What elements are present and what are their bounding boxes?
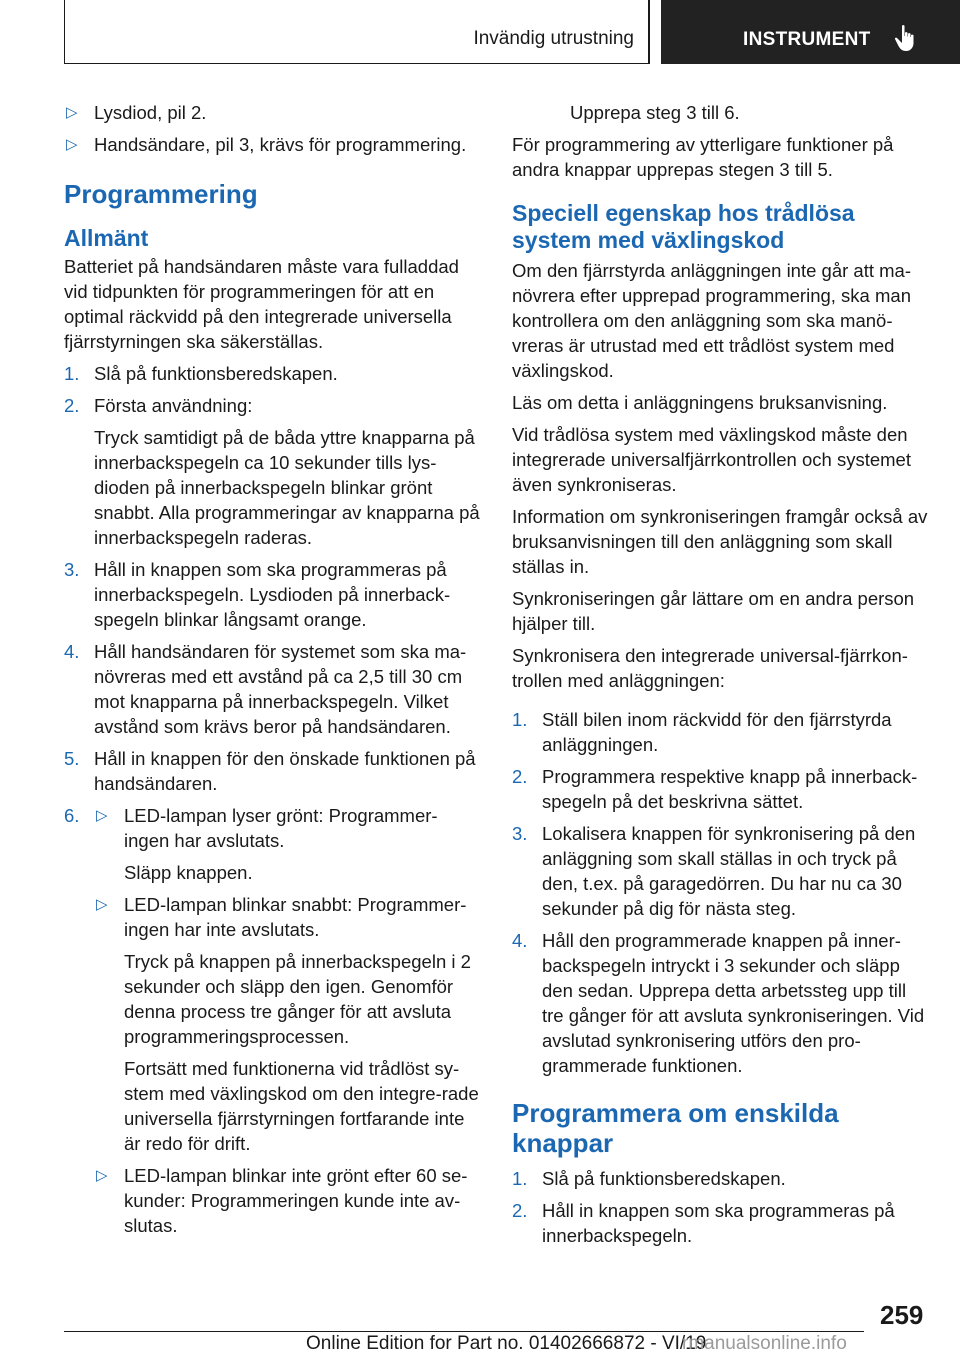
step-item: 1. Slå på funktionsberedskapen.: [64, 363, 338, 384]
hand-pointer-icon: [893, 24, 919, 52]
page-header: [0, 0, 960, 66]
step-number: 1.: [512, 1168, 528, 1189]
paragraph: Synkroniseringen går lättare om en andra person hjälper till.: [512, 588, 915, 634]
step-number: 2.: [64, 395, 80, 416]
step-number: 2.: [512, 766, 528, 787]
chapter-title: Invändig utrustning: [473, 28, 634, 49]
step-number: 3.: [512, 823, 528, 844]
step-number: 5.: [64, 748, 80, 769]
step-item: 3. Håll in knappen som ska programmeras på innerbackspegeln. Lysdioden på innerback‐spegeln blinkar långsamt orange.: [64, 559, 451, 630]
paragraph: Information om synkroniseringen framgår också av bruksanvisningen till den anläggning som skall ställas in.: [512, 506, 928, 577]
section-label: INSTRUMENT: [743, 29, 871, 50]
page-number: 259: [880, 1300, 924, 1330]
triangle-bullet-icon: ▷: [96, 1167, 108, 1184]
footer-rule: [64, 1331, 864, 1332]
step-number: 2.: [512, 1200, 528, 1221]
step-item: 4. Håll handsändaren för systemet som ska ma‐növreras med ett avstånd på ca 2,5 till 30 cm mot knapparna på innerbackspegeln. Vilket avstånd som krävs beror på handsändaren.: [64, 641, 467, 737]
intro-paragraph: Batteriet på handsändaren måste vara fulladdad vid tidpunkten för programmeringen för att en optimal räckvidd på den integrerade universella fjärrstyrningen ska säkerställas.: [64, 256, 459, 352]
paragraph: Vid trådlösa system med växlingskod måste den integrerade universalfjärrkontrollen och systemet även synkroniseras.: [512, 424, 911, 495]
sub-list-item: ▷ LED-lampan lyser grönt: Programmer‐ingen har avslutats. Släpp knappen.: [96, 805, 438, 883]
section-heading: Programmera om enskilda knappar: [512, 1098, 839, 1158]
subsection-heading: Allmänt: [64, 225, 149, 251]
paragraph: Läs om detta i anläggningens bruksanvisning.: [512, 392, 888, 413]
section-heading: Programmering: [64, 179, 258, 209]
list-item: ▷ Lysdiod, pil 2.: [66, 102, 207, 123]
paragraph: Om den fjärrstyrda anläggningen inte går att ma‐növrera efter upprepad programmering, ska man kontrollera om den anläggning som ska manö‐vreras är utrustad med ett trådlöst system med växlingskod.: [512, 260, 911, 381]
step-item: 5. Håll in knappen för den önskade funktionen på handsändaren.: [64, 748, 476, 794]
sub-list-item: ▷ LED-lampan blinkar inte grönt efter 60 se‐kunder: Programmeringen kunde inte av‐slutas.: [96, 1165, 468, 1236]
triangle-bullet-icon: ▷: [96, 896, 108, 913]
step-number: 3.: [64, 559, 80, 580]
repeat-note: Upprepa steg 3 till 6.: [570, 102, 740, 123]
step-item: [64, 803, 480, 1238]
step-item: 4. Håll den programmerade knappen på inner‐backspegeln intryckt i 3 sekunder och släpp den sedan. Upprepa detta arbetssteg upp till tre gånger för att avsluta synkroniseringen. Vid avslutad synkronisering utförs den pro‐grammerade funktionen.: [512, 930, 925, 1076]
header-divider: [648, 0, 650, 64]
step-item: 2. Programmera respektive knapp på innerback‐spegeln på det beskrivna sättet.: [512, 766, 918, 812]
right-column: [512, 100, 930, 1255]
section-tab: [661, 0, 960, 64]
paragraph: Synkronisera den integrerade universal-fjärrkon‐trollen med anläggningen:: [512, 645, 908, 691]
triangle-bullet-icon: ▷: [66, 104, 78, 121]
sub-list-item: ▷ LED-lampan blinkar snabbt: Programmer‐ingen har inte avslutats. Tryck på knappen på innerbackspegeln i 2 sekunder och släpp den igen. Genomför denna process tre gånger för att avsluta programmeringsprocessen. Fortsätt med funktionerna vid trådlöst sy‐stem med växlingskod om den integre‐rade universella fjärrstyrningen fortfarande inte är redo för drift.: [96, 894, 479, 1154]
left-column: [64, 100, 480, 1245]
more-buttons-paragraph: För programmering av ytterligare funktioner på andra knappar upprepas stegen 3 till 5.: [512, 134, 894, 180]
step-item: 1. Slå på funktionsberedskapen.: [512, 1168, 786, 1189]
step-number: 6.: [64, 805, 80, 826]
triangle-bullet-icon: ▷: [96, 807, 108, 824]
triangle-bullet-icon: ▷: [66, 136, 78, 153]
step-number: 4.: [512, 930, 528, 951]
list-item: ▷ Handsändare, pil 3, krävs för programmering.: [66, 134, 467, 155]
watermark-text: rmanualsonline.info: [682, 1333, 847, 1354]
step-number: 1.: [512, 709, 528, 730]
step-item: 2. Första användning: Tryck samtidigt på de båda yttre knapparna på innerbackspegeln ca 10 sekunder tills lys‐dioden på innerbackspegeln blinkar grönt snabbt. Alla programmeringar av knapparna på innerbackspegeln raderas.: [64, 395, 480, 548]
step-item: 1. Ställ bilen inom räckvidd för den fjärrstyrda anläggningen.: [512, 709, 892, 755]
subsection-heading: Speciell egenskap hos trådlösa system med växlingskod: [512, 200, 855, 253]
step-number: 1.: [64, 363, 80, 384]
edition-text: Online Edition for Part no. 01402666872 - VI/19: [306, 1333, 707, 1354]
step-item: 3. Lokalisera knappen för synkronisering på den anläggning som skall ställas in och tryck på den, t.ex. på garagedörren. Du har nu ca 30 sekunder på dig för nästa steg.: [512, 823, 916, 919]
step-item: 2. Håll in knappen som ska programmeras på innerbackspegeln.: [512, 1200, 895, 1246]
step-number: 4.: [64, 641, 80, 662]
